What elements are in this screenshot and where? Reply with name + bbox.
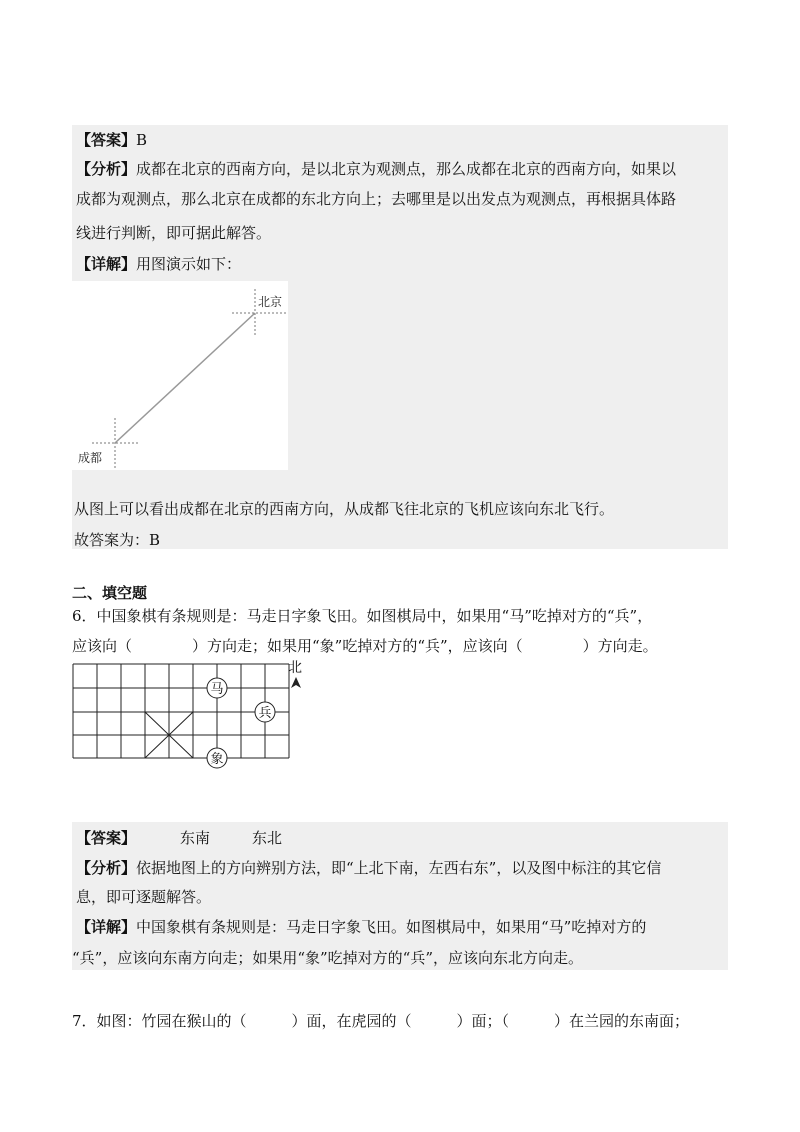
section-title: 二、填空题: [72, 584, 148, 602]
chess-board-figure: [70, 660, 310, 770]
q5-conclusion: 从图上可以看出成都在北京的西南方向，从成都飞往北京的飞机应该向东北飞行。: [74, 500, 615, 518]
analysis-tag: 【分析】: [76, 160, 137, 178]
elephant-piece-label: 象: [210, 752, 224, 767]
answer-tag: 【答案】: [76, 131, 137, 149]
beijing-label: 北京: [258, 295, 283, 309]
q5-analysis-line-3: 线进行判断，即可据此解答。: [76, 224, 272, 242]
north-arrow-icon: [291, 677, 301, 689]
chengdu-label: 成都: [78, 451, 103, 465]
q6-question-line-1: 6．中国象棋有条规则是：马走日字象飞田。如图棋局中，如果用“马”吃掉对方的“兵”，: [72, 607, 653, 625]
soldier-piece: [255, 702, 275, 722]
q6-analysis-line-1: [76, 858, 661, 878]
q6-answer-2: 东北: [252, 829, 283, 847]
analysis-text: 成都在北京的西南方向，是以北京为观测点，那么成都在北京的西南方向，如果以: [136, 160, 677, 178]
q6-detail-line-1: [76, 917, 646, 937]
direction-diagram: [72, 281, 288, 470]
q5-analysis-line-1: [76, 159, 676, 179]
q6-detail-line-2: “兵”，应该向东南方向走；如果用“象”吃掉对方的“兵”，应该向东北方向走。: [72, 949, 584, 967]
direction-figure: [72, 281, 288, 470]
horse-piece: [207, 678, 227, 698]
detail-tag: 【详解】: [76, 918, 137, 936]
q5-final-answer: 故答案为：B: [74, 531, 161, 549]
answer-tag: 【答案】: [76, 829, 137, 847]
detail-text: 中国象棋有条规则是：马走日字象飞田。如图棋局中，如果用“马”吃掉对方的: [136, 918, 647, 936]
q5-answer-line: [76, 130, 147, 150]
north-label: 北: [288, 660, 302, 676]
analysis-tag: 【分析】: [76, 859, 137, 877]
soldier-piece-label: 兵: [258, 706, 272, 721]
detail-tag: 【详解】: [76, 255, 137, 273]
horse-piece-label: 马: [210, 682, 224, 697]
q6-answer-line: [76, 828, 136, 848]
q5-analysis-line-2: 成都为观测点，那么北京在成都的东北方向上；去哪里是以出发点为观测点，再根据具体路: [76, 190, 677, 208]
q6-question-line-2: 应该向（ ）方向走；如果用“象”吃掉对方的“兵”，应该向（ ）方向走。: [72, 637, 658, 655]
answer-value: B: [136, 131, 148, 149]
q6-analysis-line-2: 息，即可逐题解答。: [76, 888, 212, 906]
route-line: [115, 313, 255, 443]
detail-text: 用图演示如下：: [136, 255, 242, 273]
elephant-piece: [207, 748, 227, 768]
q5-detail-line: [76, 254, 241, 274]
q6-answer-1: 东南: [180, 829, 211, 847]
q7-question-line-1: 7．如图：竹园在猴山的（ ）面，在虎园的（ ）面；（ ）在兰园的东南面；: [72, 1012, 690, 1030]
analysis-text: 依据地图上的方向辨别方法，即“上北下南，左西右东”，以及图中标注的其它信: [136, 859, 662, 877]
